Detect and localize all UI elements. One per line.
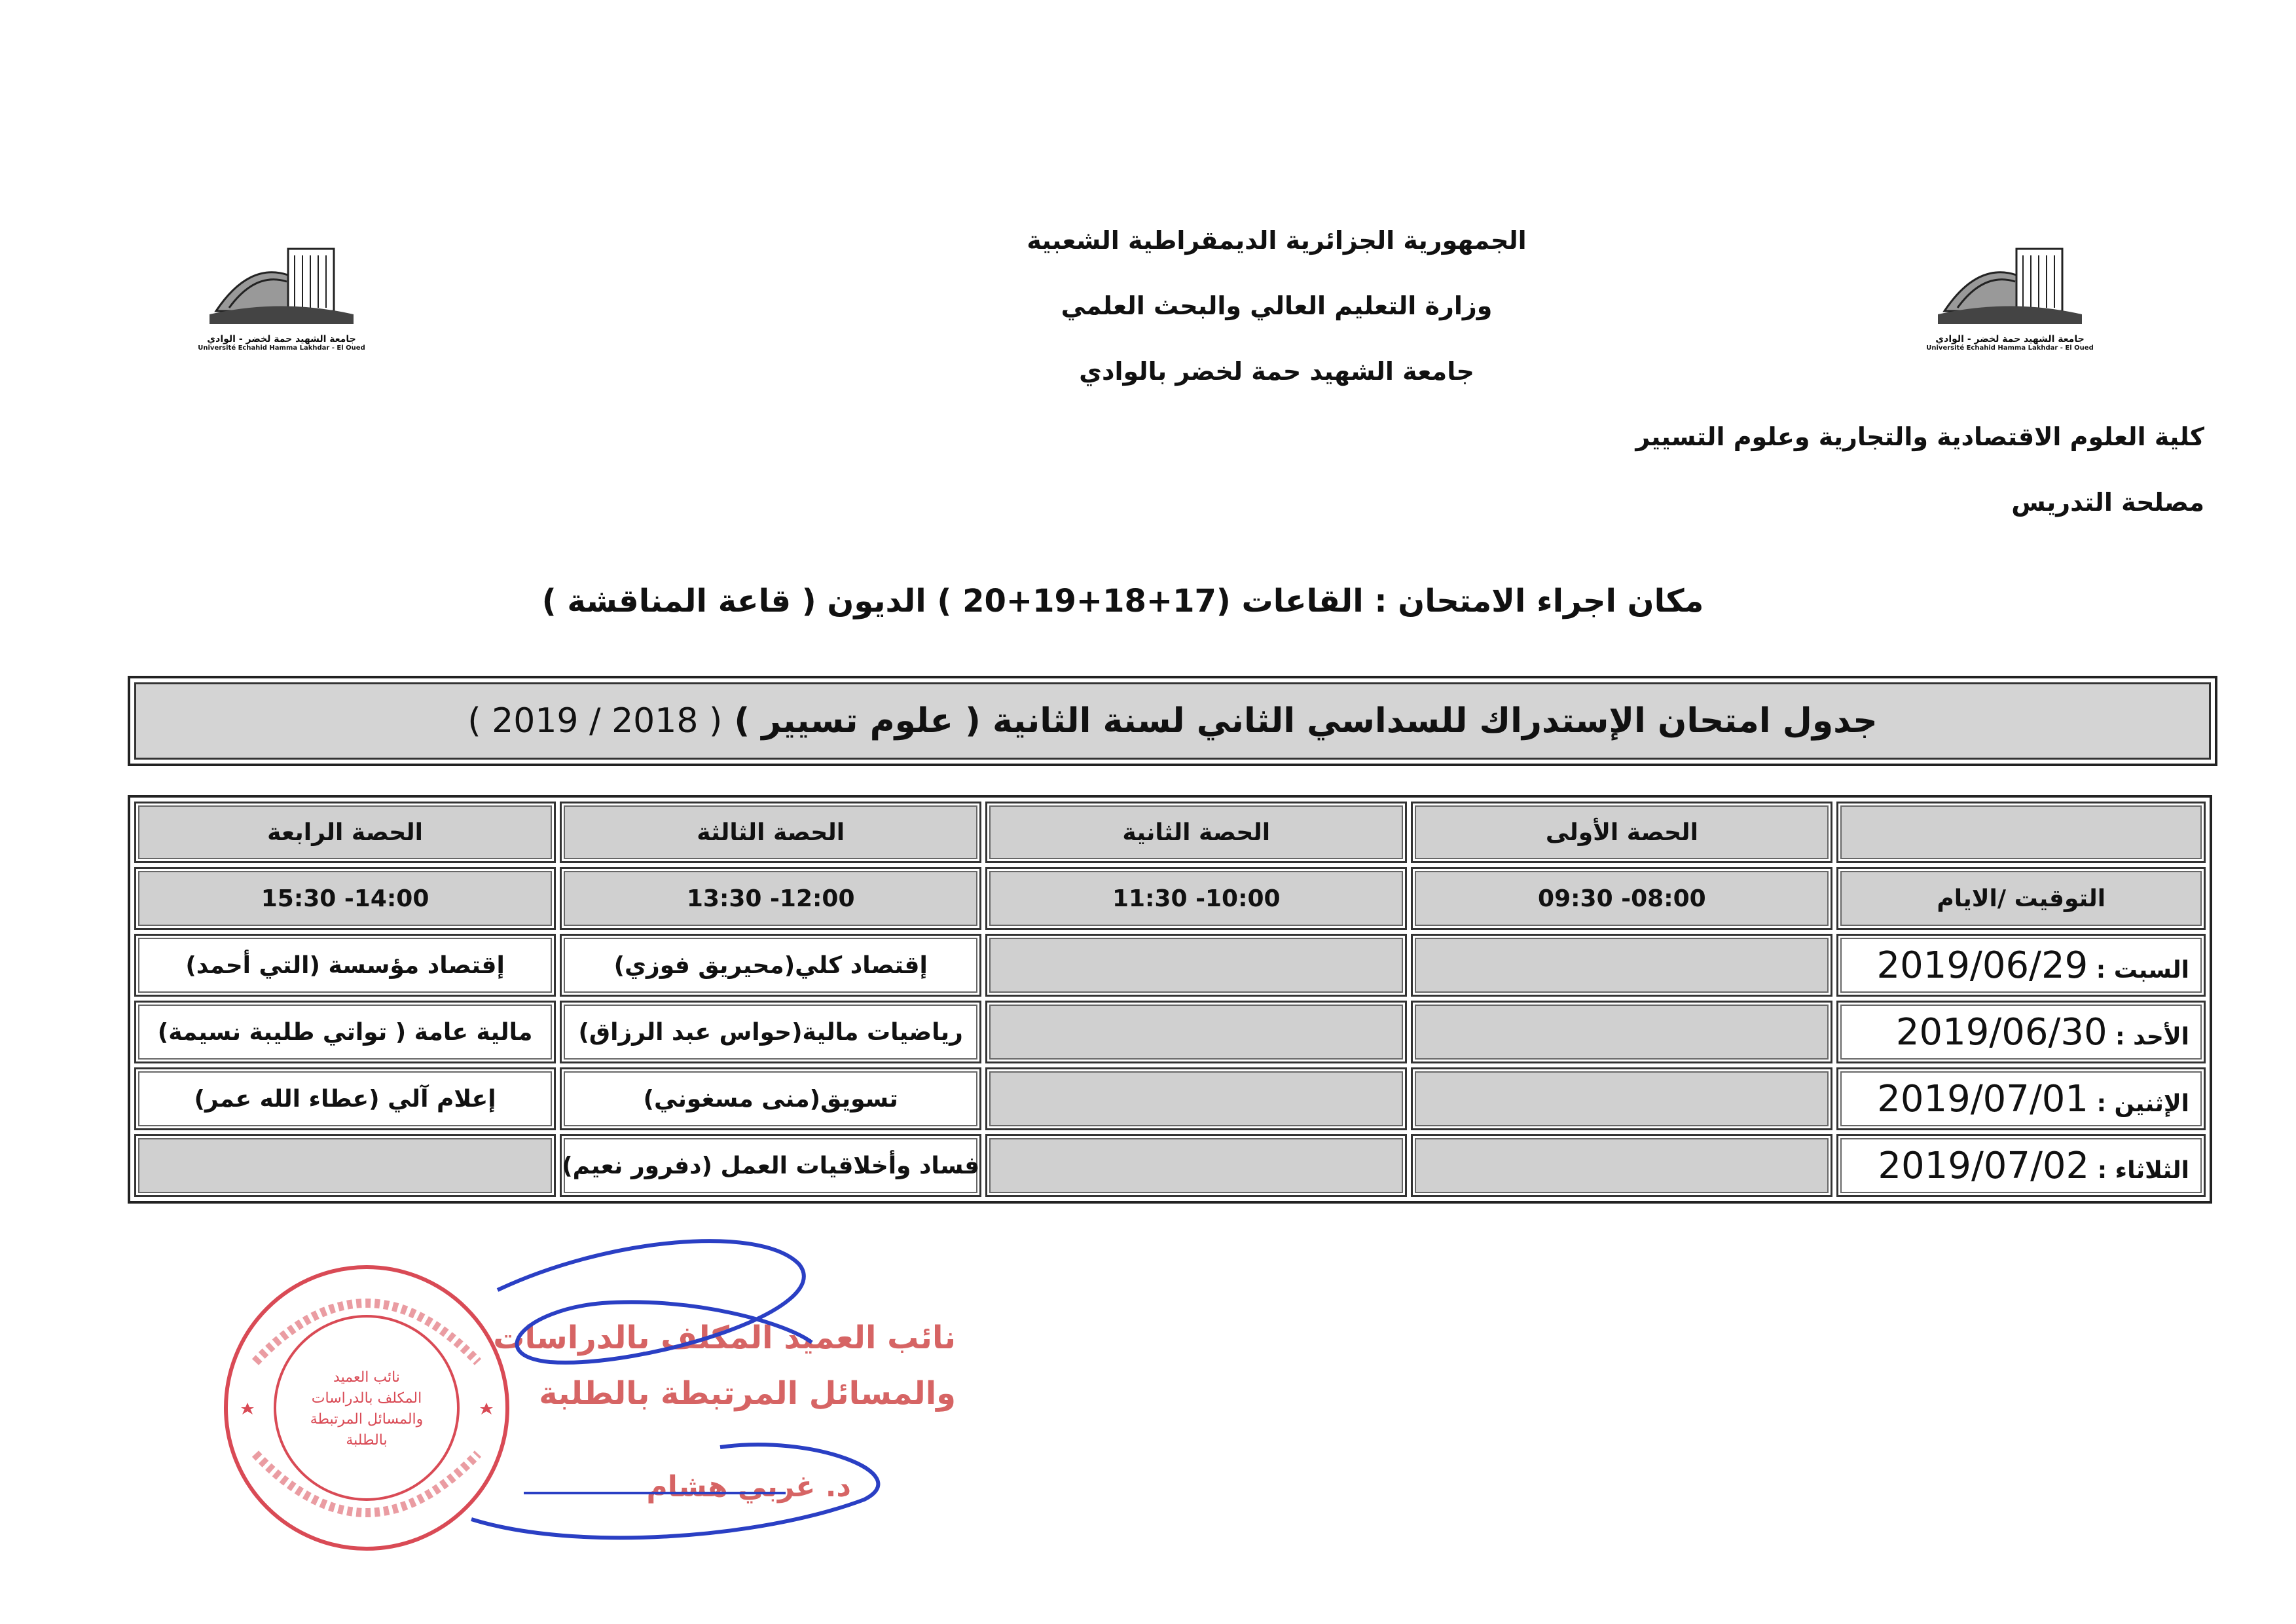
signature-title-line1: نائب العميد المكلف بالدراسات <box>493 1320 956 1356</box>
signature-block <box>445 1211 969 1565</box>
time-slot: 15:30 -14:00 <box>134 867 556 930</box>
time-slot: 11:30 -10:00 <box>985 867 1407 930</box>
session-header: الحصة الأولى <box>1411 802 1832 863</box>
exam-cell: إقتصاد كلي(محيريق فوزي) <box>560 934 981 997</box>
university-heading: جامعة الشهيد حمة لخضر بالوادي <box>1079 357 1474 386</box>
exam-cell <box>1411 1134 1832 1197</box>
logo-caption-arabic: جامعة الشهيد حمة لخضر - الوادي <box>1935 334 2085 344</box>
schedule-title <box>467 701 1877 741</box>
handwritten-signature-icon <box>445 1211 969 1565</box>
logo-caption-french: Université Echahid Hamma Lakhdar - El Oued <box>198 344 365 352</box>
day-name: الأحد : <box>2115 1023 2189 1050</box>
session-header: الحصة الثالثة <box>560 802 981 863</box>
day-date: 2019/06/29 <box>1876 944 2088 987</box>
table-row <box>134 1001 2206 1063</box>
svg-text:المكلف بالدراسات: المكلف بالدراسات <box>311 1390 422 1407</box>
exam-cell: إعلام آلي (عطاء الله عمر) <box>134 1067 556 1130</box>
session-header: الحصة الثانية <box>985 802 1407 863</box>
exam-venue: مكان اجراء الامتحان : القاعات (17+18+19+20 ) الديون ( قاعة المناقشة ) <box>541 583 1704 619</box>
day-date: 2019/07/01 <box>1877 1077 2089 1120</box>
schedule-title-year: ( 2018 / 2019 ) <box>467 701 723 741</box>
exam-cell <box>1411 1001 1832 1063</box>
table-time-row <box>134 867 2206 930</box>
day-cell <box>1836 1067 2206 1130</box>
day-date: 2019/07/02 <box>1878 1144 2090 1187</box>
day-name: السبت : <box>2096 956 2189 984</box>
exam-cell: رياضيات مالية(حواس عبد الرزاق) <box>560 1001 981 1063</box>
ministry-heading: وزارة التعليم العالي والبحث العلمي <box>1061 291 1493 320</box>
table-row <box>134 1134 2206 1197</box>
day-name: الثلاثاء : <box>2097 1156 2189 1184</box>
session-header: الحصة الرابعة <box>134 802 556 863</box>
university-logo-right <box>1925 236 2095 367</box>
svg-text:والمسائل المرتبطة: والمسائل المرتبطة <box>310 1411 424 1428</box>
exam-cell <box>1411 934 1832 997</box>
exam-cell <box>985 934 1407 997</box>
logo-caption-arabic: جامعة الشهيد حمة لخضر - الوادي <box>207 334 356 344</box>
exam-cell: تسويق(منى مسغوني) <box>560 1067 981 1130</box>
exam-cell <box>1411 1067 1832 1130</box>
signature-name: د. غربي هشام <box>646 1470 851 1504</box>
day-cell <box>1836 1134 2206 1197</box>
republic-heading: الجمهورية الجزائرية الديمقراطية الشعبية <box>1027 226 1527 255</box>
table-row <box>134 934 2206 997</box>
time-slot: 09:30 -08:00 <box>1411 867 1832 930</box>
table-row <box>134 1067 2206 1130</box>
exam-cell: فساد وأخلاقيات العمل (دفرور نعيم) <box>560 1134 981 1197</box>
exam-cell <box>134 1134 556 1197</box>
day-name: الإثنين : <box>2096 1090 2189 1117</box>
exam-cell <box>985 1134 1407 1197</box>
svg-text:بالطلبة: بالطلبة <box>346 1432 388 1449</box>
day-cell <box>1836 934 2206 997</box>
university-logo-left <box>196 236 367 367</box>
exam-cell <box>985 1067 1407 1130</box>
logo-caption-french: Université Echahid Hamma Lakhdar - El Oued <box>1926 344 2094 352</box>
university-building-icon <box>1931 236 2088 334</box>
time-days-label: التوقيت /الايام <box>1836 867 2206 930</box>
exam-cell: إقتصاد مؤسسة (التي أحمد) <box>134 934 556 997</box>
table-header-row <box>134 802 2206 863</box>
department-name: مصلحة التدريس <box>2011 488 2204 517</box>
exam-cell: مالية عامة ( تواتي طليبة نسيمة) <box>134 1001 556 1063</box>
university-building-icon <box>203 236 360 334</box>
day-date: 2019/06/30 <box>1895 1010 2107 1054</box>
exam-cell <box>985 1001 1407 1063</box>
svg-text:نائب العميد: نائب العميد <box>333 1369 400 1386</box>
schedule-title-main: جدول امتحان الإستدراك للسداسي الثاني لسنة الثانية ( علوم تسيير ) <box>734 701 1878 741</box>
corner-cell <box>1836 802 2206 863</box>
exam-timetable <box>128 795 2212 1204</box>
signature-title-line2: والمسائل المرتبطة بالطلبة <box>539 1375 956 1412</box>
day-cell <box>1836 1001 2206 1063</box>
title-banner <box>128 676 2217 766</box>
time-slot: 13:30 -12:00 <box>560 867 981 930</box>
faculty-name: كلية العلوم الاقتصادية والتجارية وعلوم التسيير <box>1635 422 2204 451</box>
